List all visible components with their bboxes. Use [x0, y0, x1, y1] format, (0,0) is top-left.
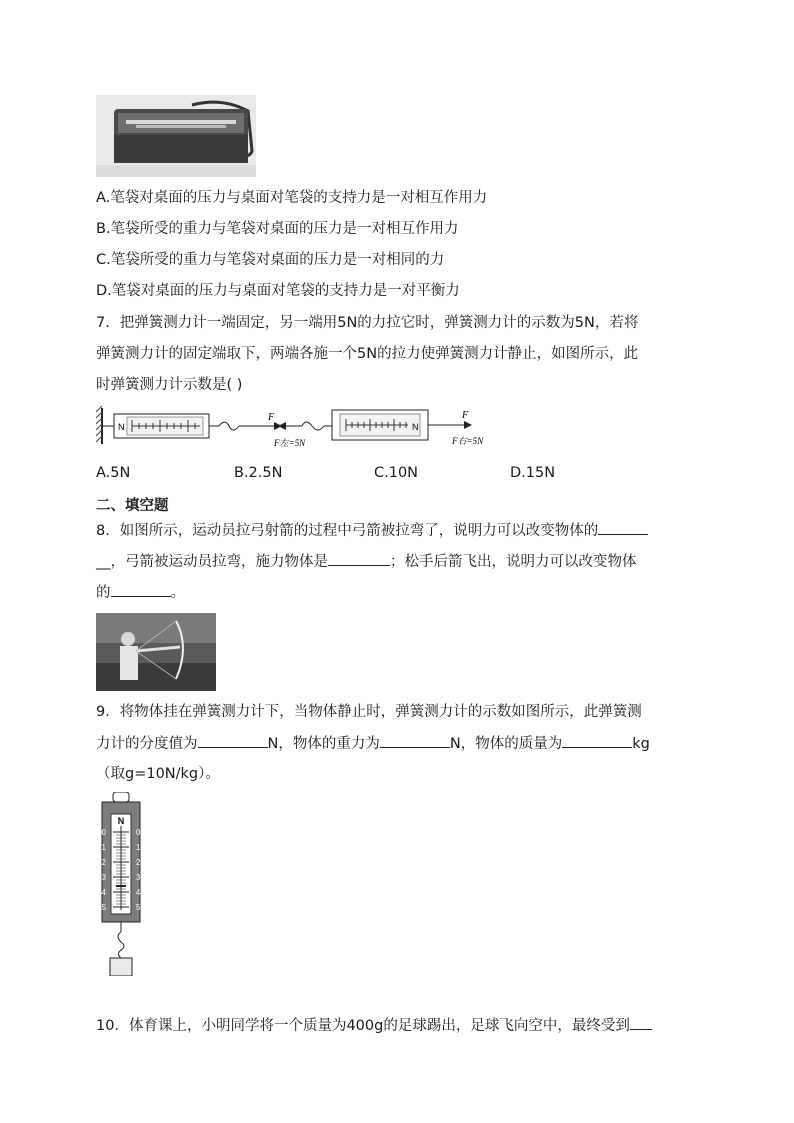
scale-tick-label: 1	[101, 843, 106, 852]
q7-option-a: A.5N	[96, 465, 131, 481]
unit-label: N	[412, 422, 419, 432]
q7-option-b: B.2.5N	[234, 465, 283, 481]
q9-line-3: （取g=10N/kg）。	[96, 766, 220, 782]
q8-text-2b: ；松手后箭飞出，说明力可以改变物体	[390, 554, 637, 570]
scale-tick-label: 3	[101, 873, 106, 882]
archer-icon	[96, 613, 216, 691]
q9-text-2a: 力计的分度值为	[96, 736, 198, 752]
scale-tick-label: 5	[101, 903, 106, 912]
q8-line-3	[96, 582, 185, 603]
q7-line-3: 时弹簧测力计示数是( )	[96, 377, 243, 393]
q10-text-1: 10．体育课上，小明同学将一个质量为400g的足球踢出，足球飞向空中，最终受到	[96, 1018, 630, 1034]
q7-options	[96, 463, 556, 483]
q9-blank-1[interactable]	[198, 733, 268, 748]
scale-tick-label: 2	[101, 858, 106, 867]
q9-blank-3[interactable]	[562, 733, 632, 748]
force-label-top-right: F	[462, 410, 469, 421]
q8-blank-2[interactable]	[328, 551, 390, 566]
right-force-label: F右=5N	[452, 436, 484, 446]
force-label-top-left: F	[268, 412, 275, 423]
scale-tick-label: 5	[136, 903, 141, 912]
scale-tick-label: 3	[136, 873, 141, 882]
q9-line-2	[96, 733, 650, 754]
q8-text-1: 8．如图所示，运动员拉弓射箭的过程中弓箭被拉弯了，说明力可以改变物体的	[96, 523, 599, 539]
archer-photo	[96, 613, 216, 691]
q6-option-d: D.笔袋对桌面的压力与桌面对笔袋的支持力是一对平衡力	[96, 283, 460, 299]
left-force-label: F左=5N	[274, 438, 306, 448]
spring-scale-diagram	[96, 404, 496, 452]
q10-blank-1[interactable]	[630, 1015, 652, 1030]
scale-unit: N	[117, 816, 125, 826]
scale-tick-label: 2	[136, 858, 141, 867]
q8-text-3a: 的	[96, 585, 111, 601]
q7-option-c: C.10N	[374, 465, 419, 481]
spring-scale-left	[114, 414, 209, 438]
q6-option-a: A.笔袋对桌面的压力与桌面对笔袋的支持力是一对相互作用力	[96, 190, 488, 206]
vertical-spring-scale	[96, 792, 146, 976]
q9-text-2d: kg	[632, 736, 650, 752]
q8-text-3b: 。	[170, 585, 185, 601]
scale-tick-label: 0	[101, 828, 106, 837]
q6-option-b: B.笔袋所受的重力与笔袋对桌面的压力是一对相互作用力	[96, 221, 459, 237]
q9-text-2b: N，物体的重力为	[267, 736, 380, 752]
pencil-case-icon	[96, 95, 256, 177]
q7-line-1: 7．把弹簧测力计一端固定，另一端用5N的力拉它时，弹簧测力计的示数为5N，若将	[96, 315, 639, 331]
scale-tick-label: 1	[136, 843, 141, 852]
q8-text-2a: __，弓箭被运动员拉弯，施力物体是	[96, 554, 328, 570]
q9-text-2c: N，物体的质量为	[449, 736, 563, 752]
weight-block	[110, 958, 132, 976]
spring-scale-right	[332, 410, 428, 440]
q6-option-c: C.笔袋所受的重力与笔袋对桌面的压力是一对相同的力	[96, 252, 445, 268]
section-heading: 二、填空题	[96, 498, 169, 514]
q8-line-2	[96, 551, 637, 572]
q8-blank-3[interactable]	[111, 582, 171, 597]
scale-pointer	[116, 885, 126, 887]
q7-line-2: 弹簧测力计的固定端取下，两端各施一个5N的拉力使弹簧测力计静止，如图所示，此	[96, 346, 639, 362]
scale-tick-label: 0	[136, 828, 141, 837]
q10-line-1	[96, 1015, 652, 1036]
q8-blank-1[interactable]	[598, 520, 648, 535]
q8-line-1	[96, 520, 648, 541]
q9-blank-2[interactable]	[380, 733, 450, 748]
unit-label: N	[118, 422, 125, 432]
pencil-case-photo	[96, 95, 256, 177]
wall-icon	[96, 406, 102, 444]
q7-option-d: D.15N	[510, 465, 556, 481]
scale-tick-label: 4	[136, 888, 141, 897]
q9-line-1: 9．将物体挂在弹簧测力计下，当物体静止时，弹簧测力计的示数如图所示，此弹簧测	[96, 704, 642, 720]
scale-tick-label: 4	[101, 888, 106, 897]
